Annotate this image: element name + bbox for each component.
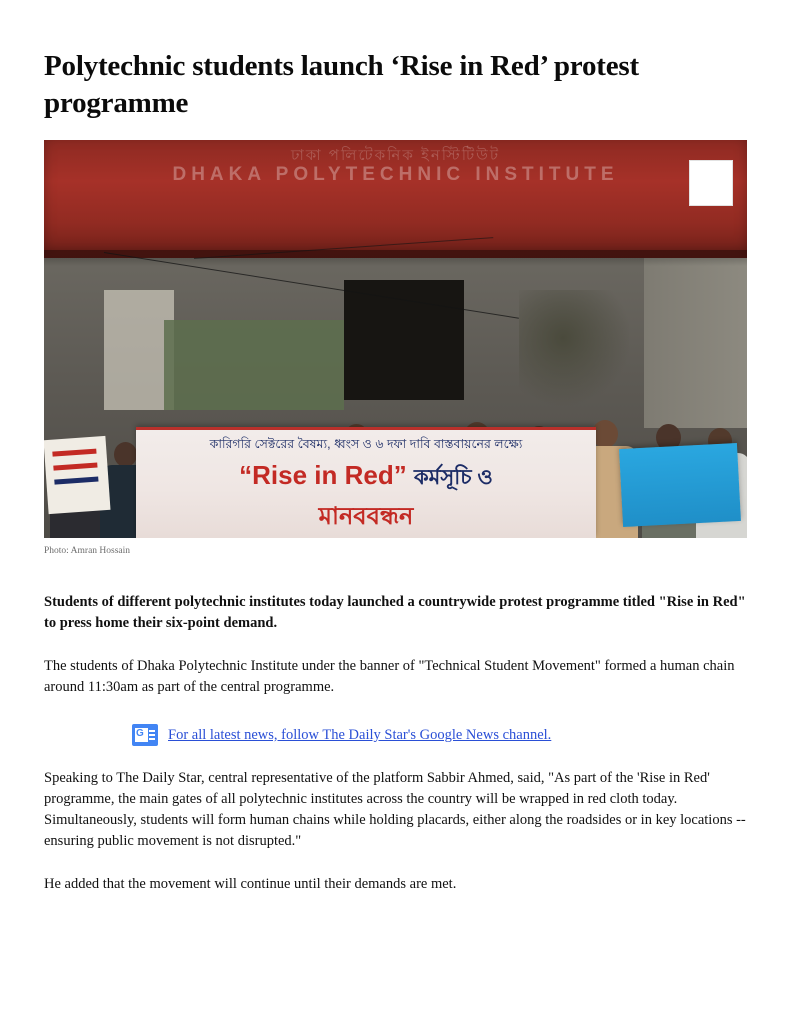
photo-red-awning <box>44 140 747 258</box>
banner-slogan-bn: কর্মসূচি ও <box>413 466 493 490</box>
banner-slogan-en: “Rise in Red” <box>239 460 407 491</box>
page-title: Polytechnic students launch ‘Rise in Red’ protest programme <box>44 50 639 120</box>
google-news-icon <box>132 724 158 746</box>
photo-awning-text: DHAKA POLYTECHNIC INSTITUTE <box>172 164 619 186</box>
article-paragraph-2: Speaking to The Daily Star, central representative of the platform Sabbir Ahmed, said, "As part of the 'Rise in Red' programme, the main gates of all polytechnic institutes across the country will be wrapped in red cloth today. Simultaneously, students will form human chains while holding placards, either along the roadsides or in key locations -- ensuring public movement is not disrupted." <box>44 770 746 850</box>
banner-line-1: কারিগরি সেক্টরের বৈষম্য, ধ্বংস ও ৬ দফা দাবি বাস্তবায়নের লক্ষ্যে <box>209 437 523 452</box>
google-news-promo[interactable] <box>132 724 747 746</box>
banner-line-2 <box>136 460 596 496</box>
article-photo <box>44 140 747 538</box>
banner-line-3: মানববন্ধন <box>318 503 414 531</box>
google-news-link[interactable]: For all latest news, follow The Daily Star's Google News channel. <box>168 726 552 743</box>
photo-protest-banner <box>136 427 596 538</box>
photo-corner-card <box>689 160 733 206</box>
article-paragraph-3: He added that the movement will continue until their demands are met. <box>44 876 457 893</box>
photo-awning-bangla-text: ঢাকা পলিটেকনিক ইনস্টিটিউট <box>290 147 501 165</box>
photo-caption: Photo: Amran Hossain <box>44 546 131 557</box>
google-news-icon-lines <box>149 730 155 732</box>
photo-blue-banner <box>619 443 741 527</box>
article-lede: Students of different polytechnic institutes today launched a countrywide protest programme titled "Rise in Red" to press home their six-point demand. <box>44 594 746 632</box>
article-paragraph-1: The students of Dhaka Polytechnic Institute under the banner of "Technical Student Movement" formed a human chain around 11:30am as part of the central programme. <box>44 658 735 696</box>
photo-placard-left <box>44 436 111 514</box>
article-figure <box>44 140 747 556</box>
